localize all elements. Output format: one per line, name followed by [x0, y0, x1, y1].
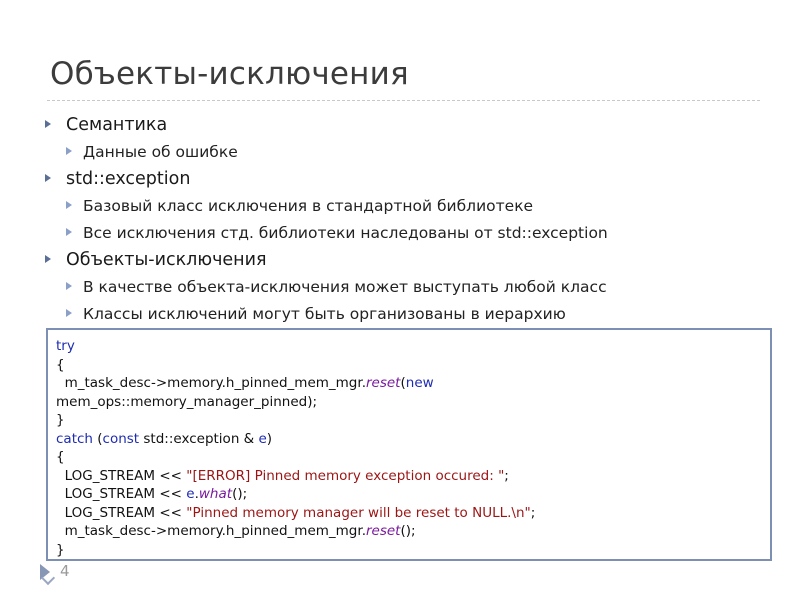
code-function: reset: [365, 375, 401, 391]
code-variable: e: [258, 430, 267, 447]
code-function: what: [198, 486, 233, 502]
sub-bullet-arrow-icon: [66, 228, 72, 236]
code-block: [46, 328, 772, 561]
code-text: try { m_task_desc->memory.h_pinned_mem_mgr.reset(new mem_ops::memory_manager_pinned); } catch (const std::exception & e) { LOG_STREAM << "[ERROR] Pinned memory exception occured: "; LOG_STREAM << e.what(); LOG_STREAM << "Pinned memory manager will be reset to NULL.\n"; m_task_desc->memory.h_pinned_mem_mgr.reset(); }: [56, 338, 536, 558]
bullet-arrow-icon: [45, 174, 51, 182]
bullet-list: [45, 114, 765, 330]
bullet-item: Объекты-исключения: [45, 249, 765, 276]
code-string: "Pinned memory manager will be reset to NULL.\n": [186, 504, 531, 521]
title-divider: [47, 100, 760, 101]
sub-bullet-item: В качестве объекта-исключения может выступать любой класс: [45, 276, 765, 303]
bullet-item: std::exception: [45, 168, 765, 195]
sub-bullet-item: Все исключения стд. библиотеки наследованы от std::exception: [45, 222, 765, 249]
code-variable: e: [186, 486, 195, 502]
code-function: reset: [365, 523, 401, 539]
bullet-item: Семантика: [45, 114, 765, 141]
sub-bullet-arrow-icon: [66, 201, 72, 209]
sub-bullet-arrow-icon: [66, 147, 72, 155]
bullet-arrow-icon: [45, 255, 51, 263]
code-keyword: new: [405, 375, 434, 391]
sub-bullet-item: Данные об ошибке: [45, 141, 765, 168]
code-keyword: const: [102, 430, 140, 447]
sub-bullet-arrow-icon: [66, 309, 72, 317]
slide-title: Объекты-исключения: [50, 56, 409, 92]
code-keyword: try: [56, 338, 75, 354]
slide-number: 4: [60, 562, 70, 580]
code-string: "[ERROR] Pinned memory exception occured: ": [186, 467, 505, 484]
sub-bullet-item: Классы исключений могут быть организованы в иерархию: [45, 303, 765, 330]
code-keyword: catch: [56, 430, 93, 447]
sub-bullet-item: Базовый класс исключения в стандартной библиотеке: [45, 195, 765, 222]
sub-bullet-arrow-icon: [66, 282, 72, 290]
bullet-arrow-icon: [45, 120, 51, 128]
